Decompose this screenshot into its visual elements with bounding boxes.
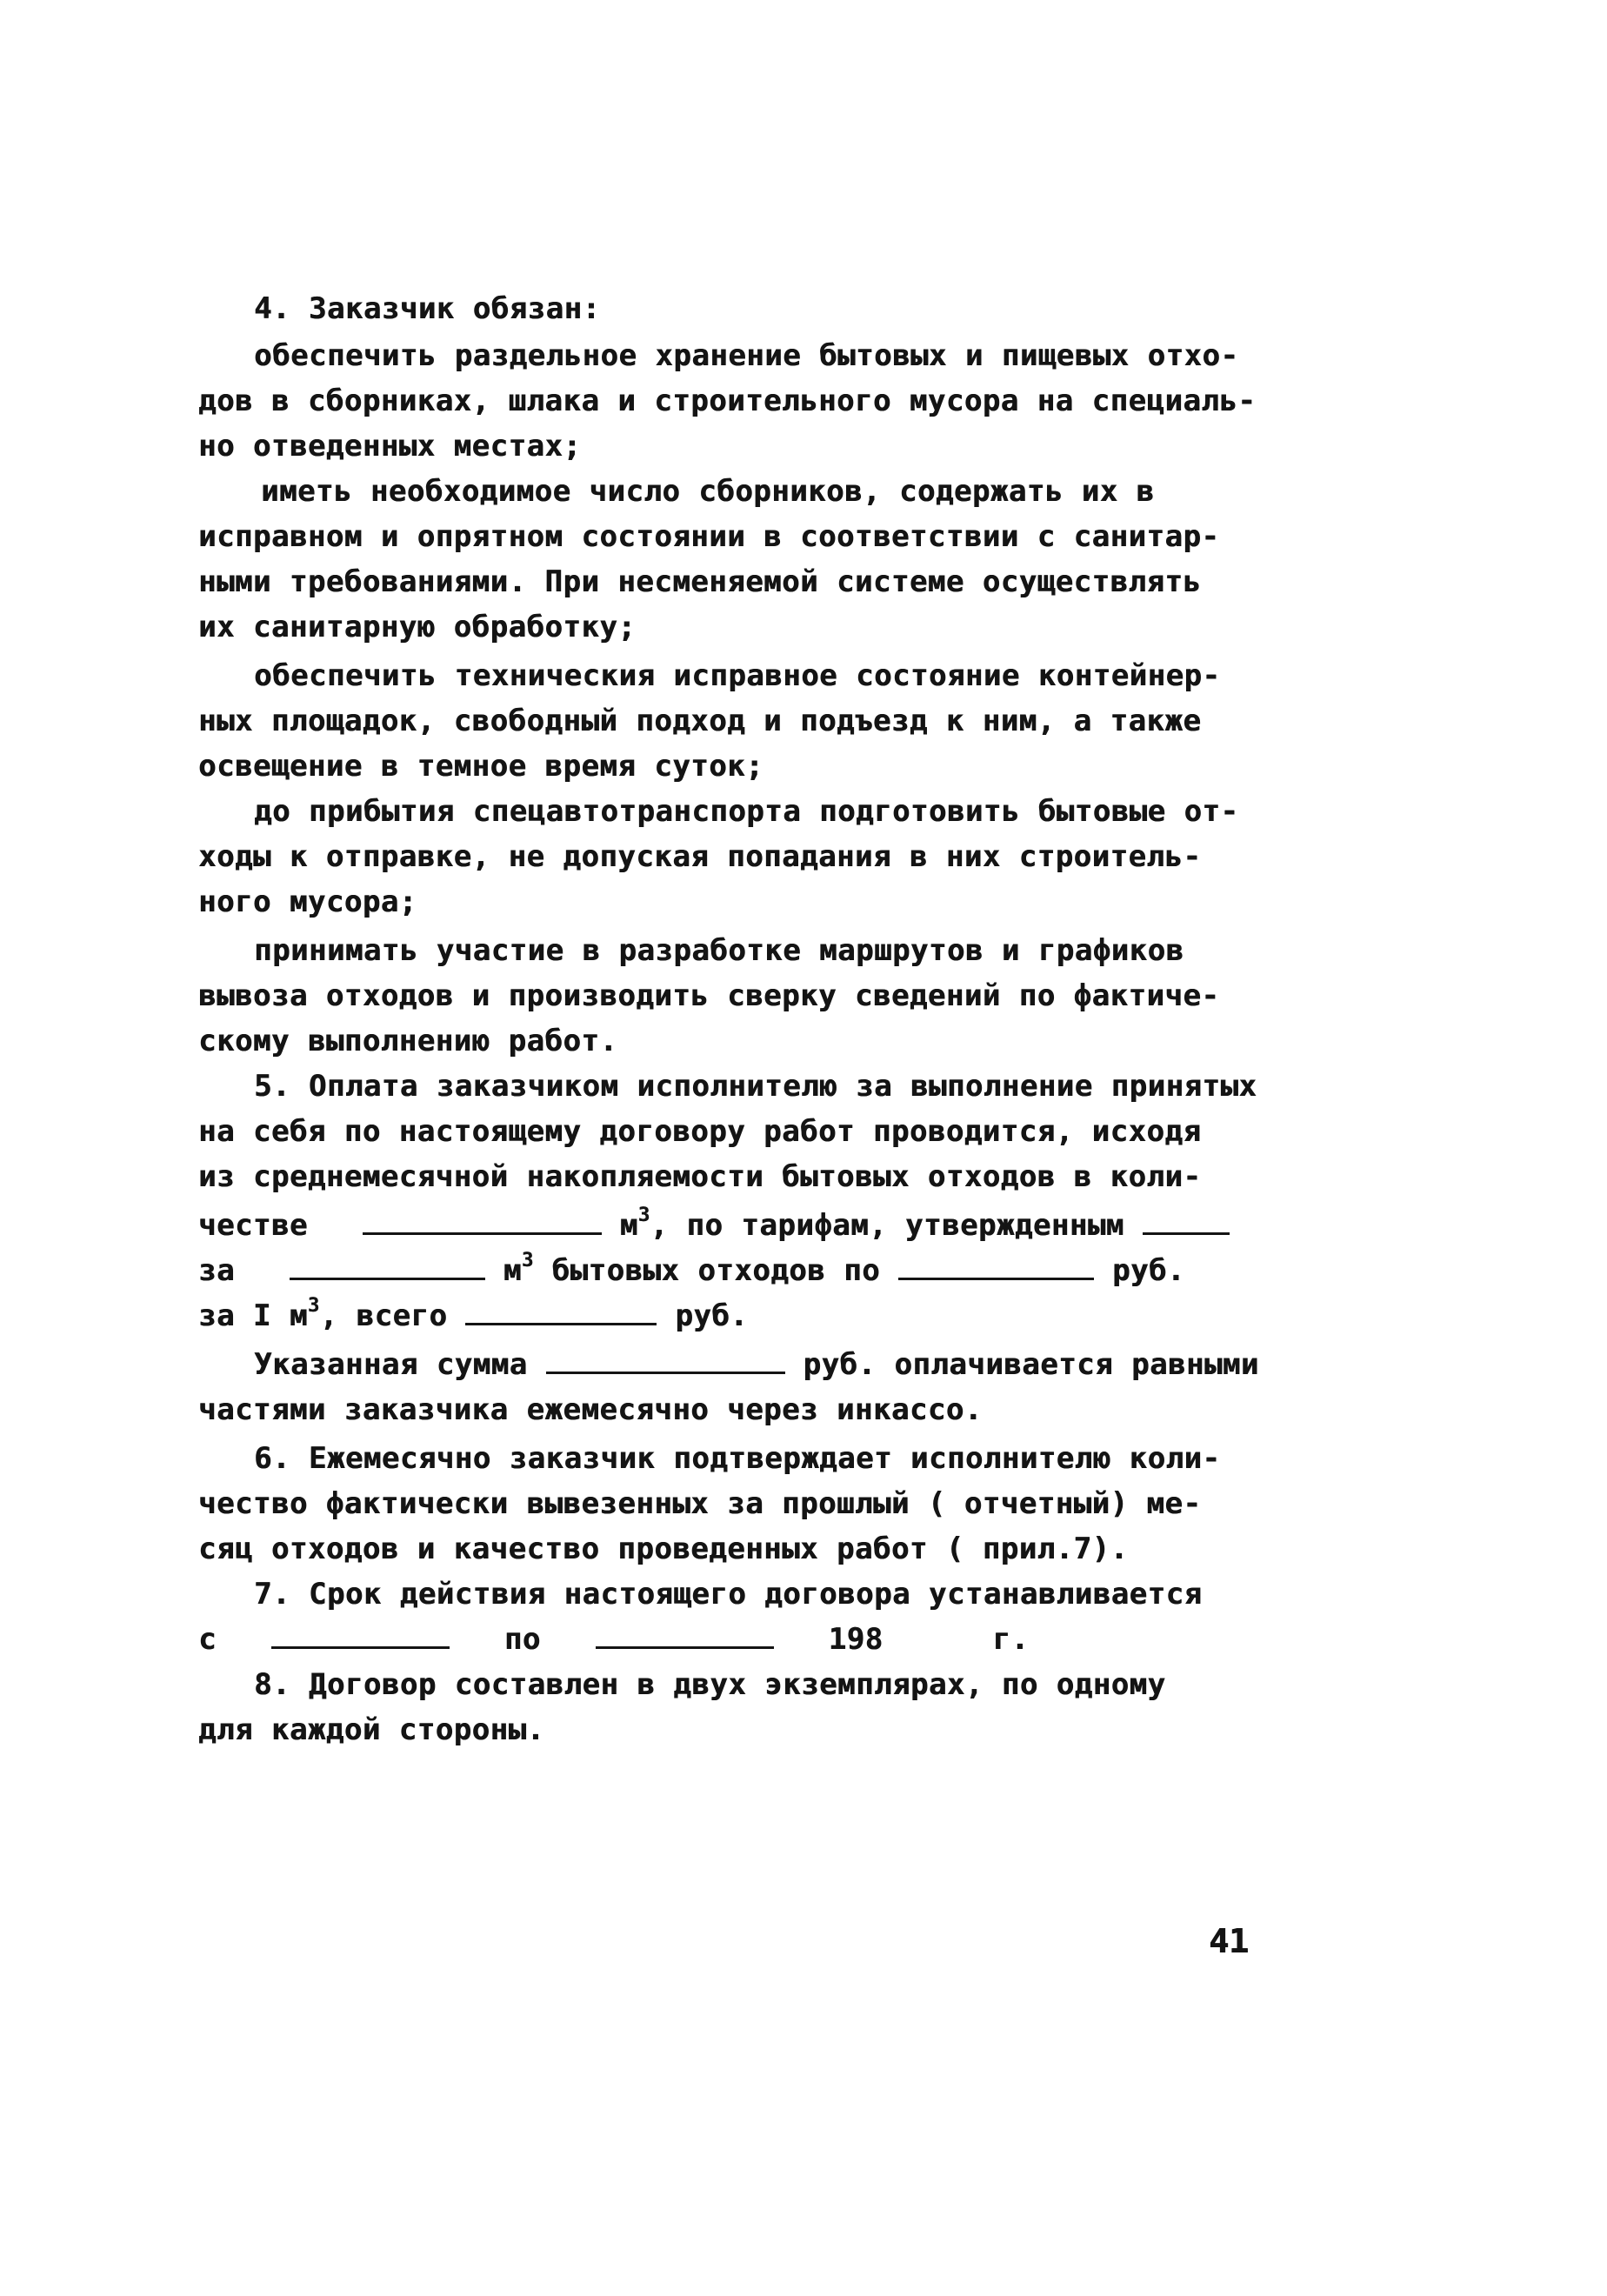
clause-4-line: вывоза отходов и производить сверку сведений по фактиче-	[198, 978, 1220, 1013]
total-label: , всего	[319, 1298, 448, 1333]
quantity-prefix: честве	[198, 1208, 308, 1243]
clause-4-line: дов в сборниках, шлака и строительного мусора на специаль-	[198, 384, 1257, 418]
clause-4-line: обеспечить техническия исправное состояние контейнер-	[254, 658, 1221, 693]
total-rub-label: руб.	[675, 1298, 749, 1333]
clause-4-line: исправном и опрятном состоянии в соответствии с санитар-	[198, 519, 1220, 554]
term-line	[198, 1618, 1029, 1661]
rub-label: руб.	[1112, 1253, 1185, 1288]
clause-5-line: из среднемесячной накопляемости бытовых отходов в коли-	[198, 1159, 1202, 1194]
total-blank	[465, 1297, 657, 1325]
clause-8-line: 8. Договор составлен в двух экземплярах, по одному	[254, 1667, 1166, 1702]
price-blank	[898, 1251, 1094, 1280]
clause-4-line: ходы к отправке, не допуская попадания в них строитель-	[198, 839, 1202, 874]
tariff-text: , по тарифам, утвержденным	[650, 1208, 1124, 1243]
tariff-blank	[1143, 1206, 1230, 1235]
from-label: с	[198, 1622, 217, 1657]
clause-4-line: до прибытия спецавтотранспорта подготовить бытовые от-	[254, 794, 1239, 829]
clause-6-line: чество фактически вывезенных за прошлый ( отчетный) ме-	[198, 1486, 1202, 1521]
clause-4-line: обеспечить раздельное хранение бытовых и пищевых отхо-	[254, 338, 1239, 373]
clause-7-line: 7. Срок действия настоящего договора устанавливается	[254, 1577, 1203, 1612]
clause-4-line: иметь необходимое число сборников, содержать их в	[261, 474, 1155, 509]
year-label: 198	[828, 1622, 884, 1657]
sum-blank	[546, 1345, 785, 1374]
clause-4-line: но отведенных местах;	[198, 429, 582, 464]
per-unit-label: за I м	[198, 1298, 308, 1333]
page-number: 41	[1209, 1922, 1249, 1960]
clause-5-line: 5. Оплата заказчиком исполнителю за выполнение принятых	[254, 1069, 1257, 1104]
clause-4-line: ных площадок, свободный подход и подъезд к ним, а также	[198, 704, 1202, 738]
sum-line-2: частями заказчика ежемесячно через инкассо.	[198, 1392, 983, 1427]
quantity-line	[198, 1204, 1230, 1247]
clause-6-line: 6. Ежемесячно заказчик подтверждает исполнителю коли-	[254, 1441, 1221, 1476]
sum-prefix: Указанная сумма	[254, 1347, 528, 1382]
clause-4-line: принимать участие в разработке маршрутов и графиков	[254, 933, 1184, 968]
waste-price-text: бытовых отходов по	[551, 1253, 881, 1288]
clause-5-line: на себя по настоящему договору работ проводится, исходя	[198, 1114, 1202, 1149]
clause-4-heading: 4. Заказчик обязан:	[254, 291, 601, 326]
clause-4-line: ного мусора;	[198, 884, 417, 919]
clause-6-line: сяц отходов и качество проведенных работ ( прил.7).	[198, 1532, 1129, 1566]
total-line	[198, 1294, 748, 1338]
clause-8-line: для каждой стороны.	[198, 1712, 545, 1747]
clause-4-line: скому выполнению работ.	[198, 1024, 618, 1058]
end-date-blank	[596, 1620, 774, 1649]
quantity-blank	[363, 1206, 602, 1235]
tariff-line	[198, 1249, 1185, 1292]
tariff-volume-blank	[290, 1251, 485, 1280]
za-unit-exponent: 3	[521, 1249, 534, 1271]
to-label: по	[503, 1622, 541, 1657]
sum-suffix: руб. оплачивается равными	[803, 1347, 1259, 1382]
quantity-unit-exponent: 3	[637, 1204, 650, 1226]
clause-4-line: ными требованиями. При несменяемой системе осуществлять	[198, 564, 1202, 599]
za-label: за	[198, 1253, 235, 1288]
year-suffix: г.	[992, 1622, 1030, 1657]
start-date-blank	[271, 1620, 450, 1649]
per-unit-exponent: 3	[307, 1294, 320, 1317]
sum-line	[254, 1343, 1259, 1386]
za-unit: м	[503, 1253, 522, 1288]
quantity-unit: м	[619, 1208, 638, 1243]
clause-4-line: их санитарную обработку;	[198, 610, 637, 644]
clause-4-line: освещение в темное время суток;	[198, 749, 764, 784]
